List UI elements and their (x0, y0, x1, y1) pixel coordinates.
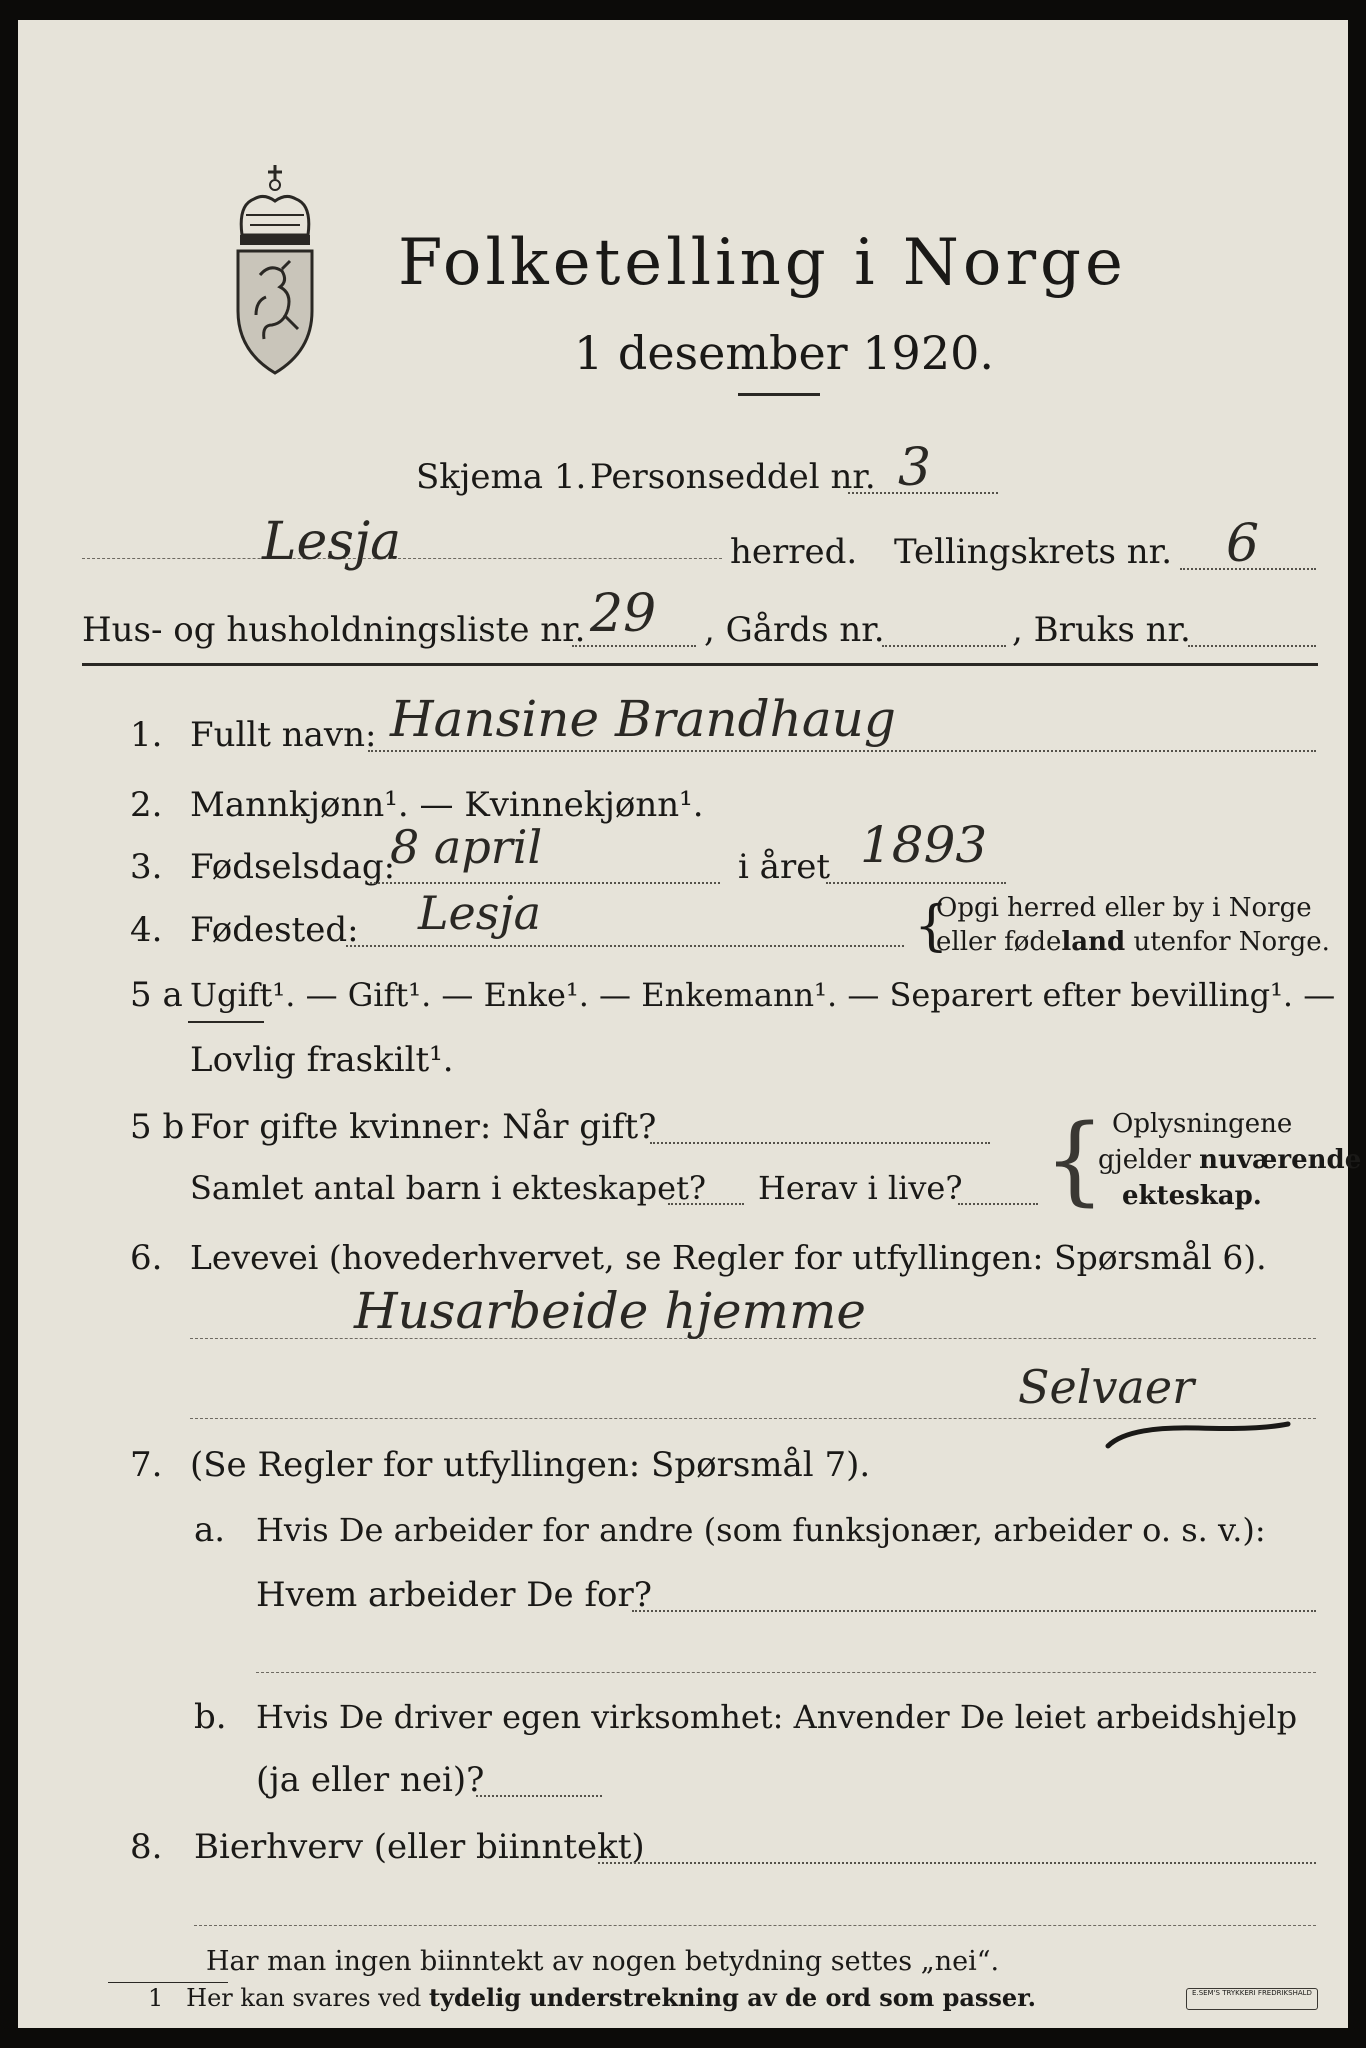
q1-value: Hansine Brandhaug (390, 690, 896, 748)
q8-label: Bierhverv (eller biinntekt) (194, 1827, 645, 1867)
herred-value: Lesja (262, 512, 402, 572)
q7b-letter: b. (194, 1697, 227, 1737)
q1-field[interactable] (368, 750, 1316, 752)
q3-number: 3. (130, 847, 163, 887)
q5b-note-3: ekteskap. (1122, 1181, 1262, 1211)
title-rule (738, 393, 820, 396)
q7a-field-2[interactable] (256, 1672, 1316, 1673)
q1-number: 1. (130, 715, 163, 755)
q3-label: Fødselsdag: (190, 847, 396, 887)
printer-stamp: E.SEM'S TRYKKERI FREDRIKSHALD (1186, 1988, 1318, 2010)
q7a-field-1[interactable] (632, 1610, 1316, 1612)
q5b-note-1: Oplysningene (1112, 1109, 1293, 1139)
q6-label: Levevei (hovederhvervet, se Regler for utfyllingen: Spørsmål 6). (190, 1238, 1267, 1277)
personseddel-label: Personseddel nr. (590, 457, 876, 497)
census-date: 1 desember 1920. (574, 326, 994, 380)
herred-field[interactable] (82, 558, 722, 559)
q5b-married-field[interactable] (650, 1142, 990, 1144)
q7a-text: Hvis De arbeider for andre (som funksjonær, arbeider o. s. v.): (256, 1511, 1266, 1549)
q3-year-label: i året (738, 847, 830, 887)
q4-field[interactable] (346, 945, 904, 947)
husliste-label: Hus- og husholdningsliste nr. (82, 610, 586, 650)
q1-label: Fullt navn: (190, 715, 377, 755)
q7a-question: Hvem arbeider De for? (256, 1575, 652, 1615)
header-divider (82, 663, 1318, 666)
q5b-line1: For gifte kvinner: Når gift? (190, 1107, 657, 1147)
skjema-label: Skjema 1. (416, 457, 587, 497)
q5b-herav: Herav i live? (758, 1169, 963, 1207)
q2-label: Mannkjønn¹. — Kvinnekjønn¹. (190, 785, 704, 825)
q3-year-value: 1893 (860, 816, 988, 874)
husliste-field[interactable] (572, 645, 696, 647)
form-title: Folketelling i Norge (398, 226, 1127, 300)
bruks-label: , Bruks nr. (1012, 610, 1191, 650)
q8-number: 8. (130, 1827, 163, 1867)
census-form (18, 20, 1362, 2028)
q5b-note-2: gjelder nuværende (1098, 1145, 1362, 1175)
q5b-number: 5 b (130, 1107, 185, 1147)
q4-note-bracket: { (914, 894, 949, 957)
q5b-brace: { (1044, 1104, 1106, 1216)
q5a-number: 5 a (130, 975, 183, 1015)
q5b-children-field[interactable] (668, 1203, 744, 1205)
footnote: 1 Her kan svares ved tydelig understrekning av de ord som passer. (148, 1983, 1036, 2012)
personseddel-value: 3 (898, 438, 932, 498)
coat-of-arms-icon (230, 165, 320, 375)
q4-value: Lesja (418, 886, 542, 940)
q6-value: Husarbeide hjemme (354, 1282, 866, 1340)
q8-field-1[interactable] (598, 1862, 1316, 1864)
q4-note-1: Opgi herred eller by i Norge (936, 893, 1312, 923)
tellingskrets-value: 6 (1226, 514, 1260, 574)
q6-number: 6. (130, 1238, 163, 1278)
ugift-underline (188, 1021, 264, 1023)
q6-annotation: Selvaer (1018, 1360, 1195, 1414)
husliste-value: 29 (590, 584, 657, 644)
herred-label: herred. (730, 532, 858, 572)
q5a-line2: Lovlig fraskilt¹. (190, 1040, 454, 1080)
q7-label: (Se Regler for utfyllingen: Spørsmål 7). (190, 1445, 871, 1485)
q4-number: 4. (130, 910, 163, 950)
q5b-alive-field[interactable] (958, 1203, 1038, 1205)
bruks-field[interactable] (1188, 645, 1316, 647)
q8-field-2[interactable] (194, 1925, 1316, 1926)
q7b-text: Hvis De driver egen virksomhet: Anvender De leiet arbeidshjelp (256, 1698, 1298, 1736)
q7b-field[interactable] (476, 1795, 602, 1797)
gards-label: , Gårds nr. (704, 610, 885, 650)
q4-label: Fødested: (190, 910, 359, 950)
pen-stroke-mark (1098, 1416, 1298, 1456)
q2-number: 2. (130, 785, 163, 825)
gards-field[interactable] (882, 645, 1006, 647)
q3-year-field[interactable] (826, 882, 1006, 884)
q7b-question: (ja eller nei)? (256, 1760, 485, 1800)
tellingskrets-label: Tellingskrets nr. (894, 532, 1173, 572)
nei-note: Har man ingen biinntekt av nogen betydning settes „nei“. (206, 1946, 1000, 1977)
q7a-letter: a. (194, 1510, 226, 1550)
q5b-line2: Samlet antal barn i ekteskapet? (190, 1169, 707, 1207)
q4-note-2: eller fødeland utenfor Norge. (936, 927, 1330, 957)
q5a-line1: Ugift¹. — Gift¹. — Enke¹. — Enkemann¹. — Separert efter bevilling¹. — (190, 976, 1336, 1014)
q3-field[interactable] (370, 882, 720, 884)
q7-number: 7. (130, 1445, 163, 1485)
q3-value: 8 april (390, 820, 543, 874)
